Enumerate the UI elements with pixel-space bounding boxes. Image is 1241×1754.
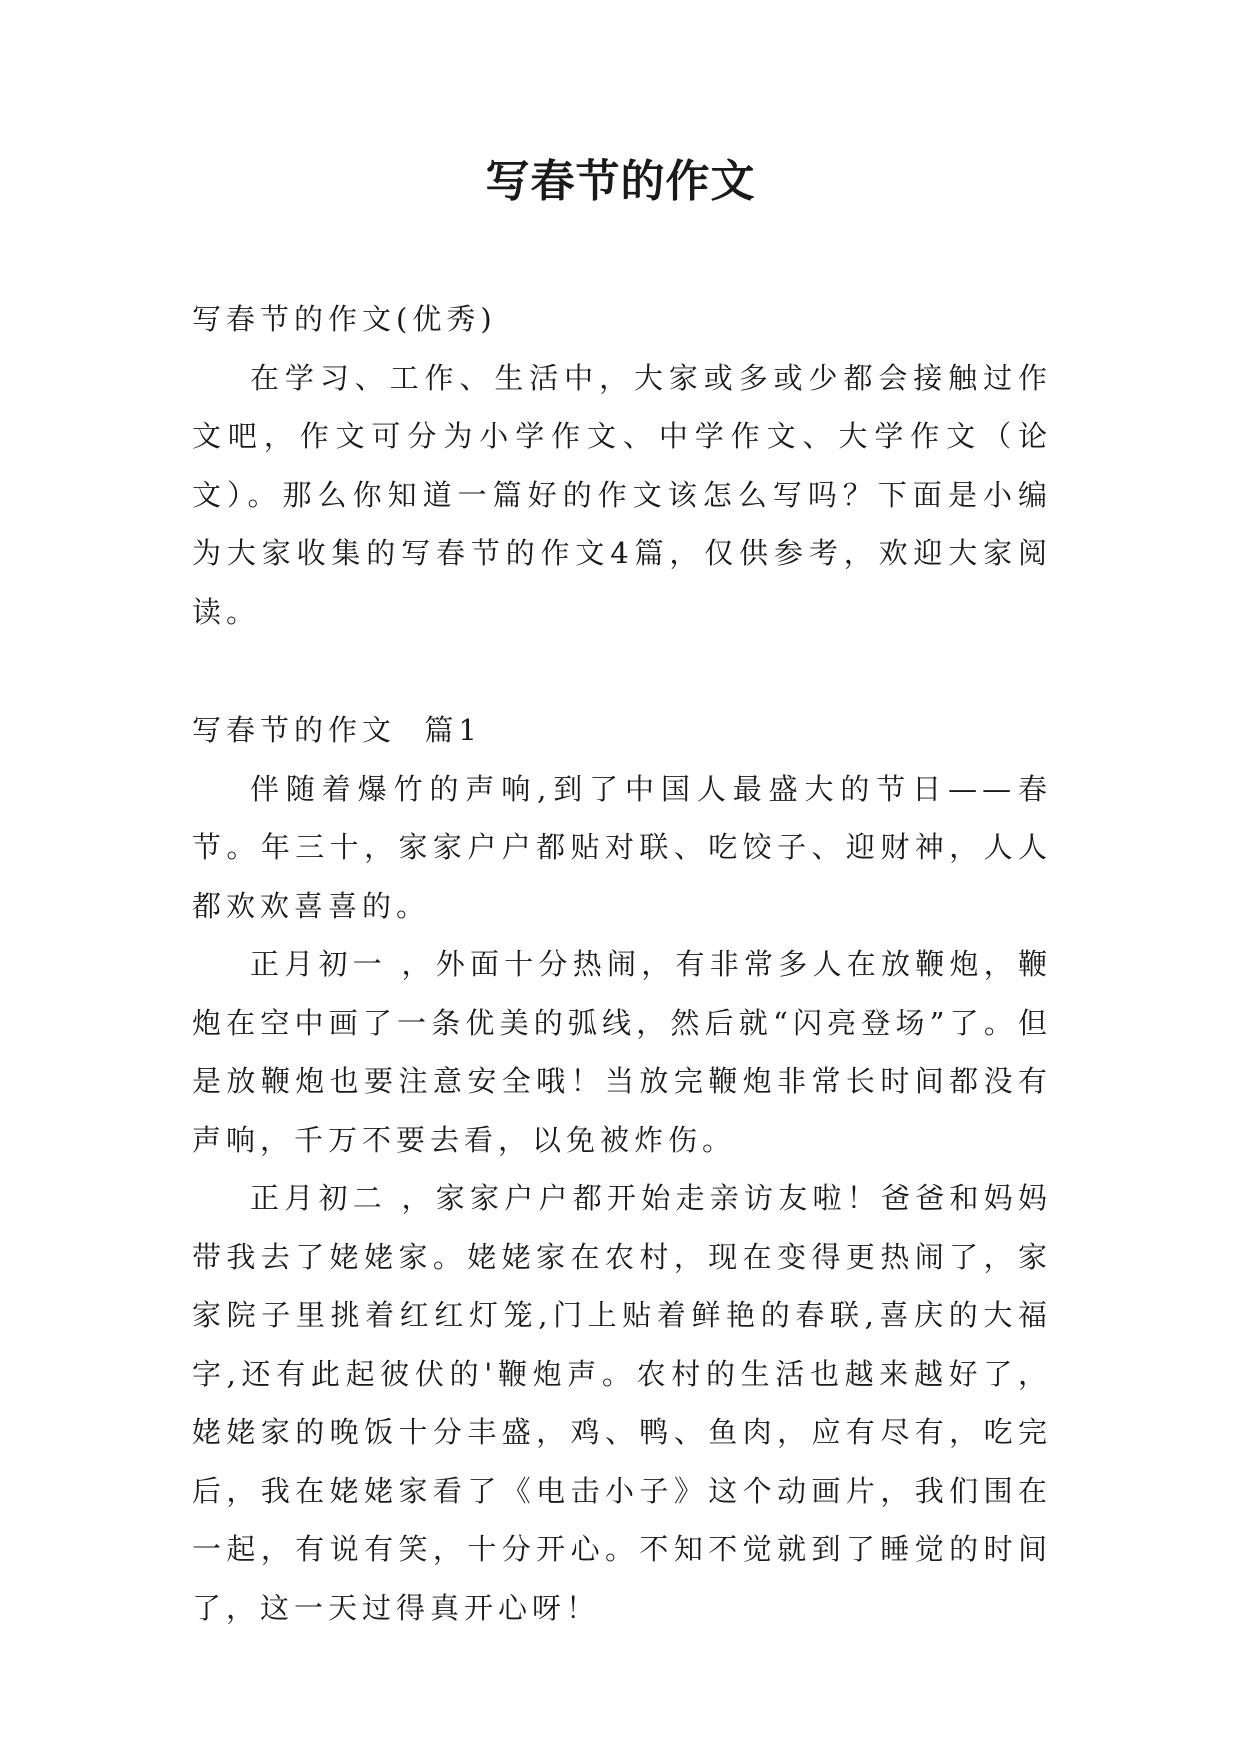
section-heading: 写春节的作文 篇1 [192,713,482,747]
body-paragraph-3: 正月初二 ，家家户户都开始走亲访友啦！爸爸和妈妈带我去了姥姥家。姥姥家在农村，现在变得更热闹了，家家院子里挑着红红灯笼,门上贴着鲜艳的春联,喜庆的大福字,还有此起彼伏的'鞭炮声。农村的生活也越来越好了，姥姥家的晚饭十分丰盛，鸡、鸭、鱼肉，应有尽有，吃完后，我在姥姥家看了《电击小子》这个动画片，我们围在一起，有说有笑，十分开心。不知不觉就到了睡觉的时间了，这一天过得真开心呀！ [192,1181,1052,1625]
subtitle-heading: 写春节的作文(优秀) [192,302,497,336]
intro-paragraph: 在学习、工作、生活中，大家或多或少都会接触过作文吧，作文可分为小学作文、中学作文、大学作文（论文）。那么你知道一篇好的作文该怎么写吗？下面是小编为大家收集的写春节的作文4篇，仅供参考，欢迎大家阅读。 [192,360,1052,629]
section-spacer [192,641,1052,701]
document-title: 写春节的作文 [485,156,756,207]
document-body [192,290,1052,1637]
body-paragraph-2: 正月初一 ，外面十分热闹，有非常多人在放鞭炮，鞭炮在空中画了一条优美的弧线，然后就“闪亮登场”了。但是放鞭炮也要注意安全哦！当放完鞭炮非常长时间都没有声响，千万不要去看，以免被炸伤。 [192,947,1052,1157]
body-paragraph-1: 伴随着爆竹的声响,到了中国人最盛大的节日——春节。年三十，家家户户都贴对联、吃饺子、迎财神，人人都欢欢喜喜的。 [192,771,1052,923]
